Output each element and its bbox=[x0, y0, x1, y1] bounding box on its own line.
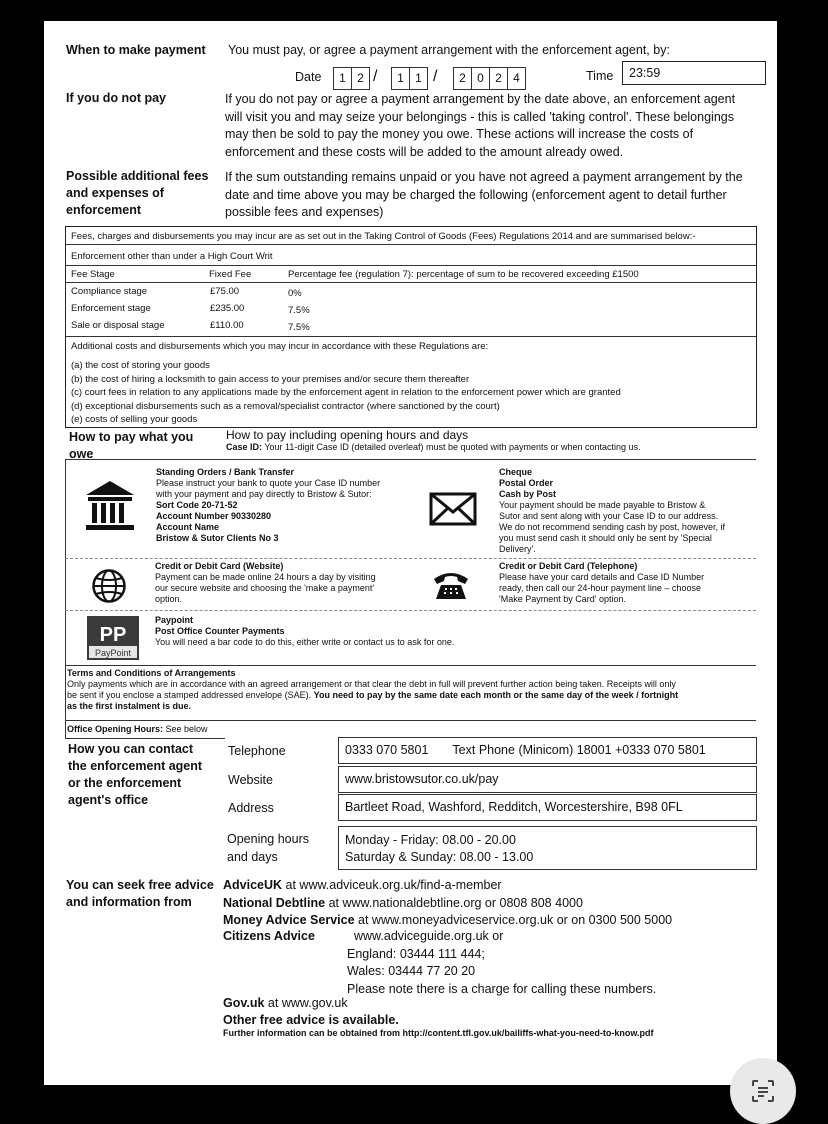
fee-row-fixed: £110.00 bbox=[210, 320, 244, 331]
date-digit: 0 bbox=[471, 67, 490, 90]
fee-row-fixed: £75.00 bbox=[210, 286, 240, 297]
website-label: Website bbox=[228, 773, 273, 787]
list-item: (c) court fees in relation to any applications made by the enforcement agent in relation to the enforcement power which are granted bbox=[71, 387, 621, 399]
scan-text-icon bbox=[751, 1079, 775, 1103]
office-hours-note: Office Opening Hours: See below bbox=[67, 724, 208, 734]
fee-row-stage: Compliance stage bbox=[71, 286, 148, 297]
divider bbox=[65, 459, 756, 460]
hours-label: Opening hours and days bbox=[227, 832, 310, 864]
other-advice: Other free advice is available. bbox=[223, 1013, 399, 1027]
address-field[interactable]: Bartleet Road, Washford, Redditch, Worcestershire, B98 0FL bbox=[338, 794, 757, 821]
date-digit: 2 bbox=[453, 67, 472, 90]
case-id-note: Case ID: Your 11-digit Case ID (detailed overleaf) must be quoted with payments or when contacting us. bbox=[226, 442, 641, 452]
list-item: (d) exceptional disbursements such as a removal/specialist contractor (where sanctioned by the court) bbox=[71, 400, 500, 412]
date-digit: 1 bbox=[409, 67, 428, 90]
divider bbox=[65, 459, 66, 739]
divider bbox=[65, 336, 756, 337]
divider bbox=[65, 738, 225, 739]
list-item: (e) costs of selling your goods bbox=[71, 414, 198, 426]
date-digit: 4 bbox=[507, 67, 526, 90]
advice-item: Money Advice Service at www.moneyadviceservice.org.uk or on 0300 500 5000 bbox=[223, 913, 673, 927]
fee-col-pct: Percentage fee (regulation 7): percentage of sum to be recovered exceeding £1500 bbox=[288, 269, 639, 280]
advice-item: AdviceUK at www.adviceuk.org.uk/find-a-member bbox=[223, 878, 502, 892]
fee-row-pct: 0% bbox=[288, 288, 302, 299]
card-website-block: Credit or Debit Card (Website) Payment can be made online 24 hours a day by visiting our secure website and choosing the 'make a payment' option. bbox=[155, 561, 376, 604]
scan-text-button[interactable] bbox=[730, 1058, 796, 1124]
paypoint-block: Paypoint Post Office Counter Payments You will need a bar code to do this, either write or contact us to ask for one. bbox=[155, 615, 455, 647]
date-digit: 2 bbox=[489, 67, 508, 90]
list-item: (a) the cost of storing your goods bbox=[71, 360, 210, 371]
date-digit: 2 bbox=[351, 67, 370, 90]
fees-table-intro: Fees, charges and disbursements you may incur are as set out in the Taking Control of Goods (Fees) Regulations 2014 and are summarised below:- bbox=[71, 231, 696, 242]
telephone-label: Telephone bbox=[228, 744, 286, 758]
fee-row-stage: Enforcement stage bbox=[71, 303, 151, 314]
address-label: Address bbox=[228, 801, 274, 815]
list-item: (b) the cost of hiring a locksmith to gain access to your premises and/or secure them thereafter bbox=[71, 373, 470, 385]
time-field[interactable]: 23:59 bbox=[622, 61, 766, 85]
svg-text:PayPoint: PayPoint bbox=[94, 648, 132, 658]
card-telephone-block: Credit or Debit Card (Telephone) Please have your card details and Case ID Number ready, then call our 24-hour payment line – choose 'Make Payment by Card' option. bbox=[499, 561, 705, 604]
globe-icon bbox=[91, 568, 127, 604]
fees-text: If the sum outstanding remains unpaid or you have not agreed a payment arrangement by the date and time above you may be charged the following (enforcement agent to detail further possible fees and expenses) bbox=[225, 170, 743, 219]
terms-block: Terms and Conditions of Arrangements Only payments which are in accordance with an agreed arrangement or that clear the debt in full will prevent further action being taken. Receipts will only be sent if you enclose a stamped addressed envelope (SAE). You need to pay by the same date each month or the same day of the week / fortnight as the first instalment is due. bbox=[67, 668, 679, 711]
time-label: Time bbox=[586, 69, 614, 83]
additional-intro: Additional costs and disbursements which you may incur in accordance with these Regulations are: bbox=[71, 341, 489, 352]
fees-heading: Possible additional fees and expenses of enforcement bbox=[66, 169, 209, 217]
not-pay-heading: If you do not pay bbox=[66, 91, 166, 105]
fee-row-stage: Sale or disposal stage bbox=[71, 320, 165, 331]
payment-heading: When to make payment bbox=[66, 43, 206, 57]
date-digit: 1 bbox=[391, 67, 410, 90]
payment-intro: You must pay, or agree a payment arrangement with the enforcement agent, by: bbox=[228, 43, 670, 57]
bank-icon bbox=[84, 479, 136, 531]
contact-heading: How you can contact the enforcement agent or the enforcement agent's office bbox=[68, 742, 203, 807]
paypoint-logo bbox=[87, 616, 139, 660]
website-field[interactable]: www.bristowsutor.co.uk/pay bbox=[338, 766, 757, 793]
cheque-block: Cheque Postal Order Cash by Post Your payment should be made payable to Bristow & Sutor and sent along with your Case ID to our address. We do not recommend sending cash by post, however, if you must send cash it should only be sent by 'Special Delivery'. bbox=[499, 467, 725, 554]
telephone-field[interactable]: 0333 070 5801 Text Phone (Minicom) 18001 +0333 070 5801 bbox=[338, 737, 757, 764]
how-to-pay-title: How to pay including opening hours and days bbox=[226, 428, 469, 442]
date-label: Date bbox=[295, 70, 322, 84]
writ-note: Enforcement other than under a High Court Writ bbox=[71, 251, 273, 262]
divider bbox=[65, 244, 756, 245]
divider bbox=[65, 720, 756, 721]
citizens-advice-details: www.adviceguide.org.uk or England: 03444 111 444; Wales: 03444 77 20 20 Please note there is a charge for calling these numbers. bbox=[347, 929, 657, 996]
document-page bbox=[44, 21, 777, 1085]
fee-row-fixed: £235.00 bbox=[210, 303, 245, 314]
date-digit: 1 bbox=[333, 67, 352, 90]
fee-row-pct: 7.5% bbox=[288, 322, 310, 333]
citizens-advice-name: Citizens Advice bbox=[223, 929, 315, 943]
gov-uk-item: Gov.uk at www.gov.uk bbox=[223, 996, 348, 1010]
divider bbox=[65, 665, 756, 666]
bank-transfer-block: Standing Orders / Bank Transfer Please instruct your bank to quote your Case ID number with your payment and pay directly to Bristow & Sutor: Sort Code 20-71-52 Account Number 90330280 Account Name Bristow & Sutor Clients No 3 bbox=[156, 467, 381, 543]
further-info: Further information can be obtained from http://content.tfl.gov.uk/bailiffs-what-you-need-to-know.pdf bbox=[223, 1028, 654, 1038]
hours-field[interactable]: Monday - Friday: 08.00 - 20.00 Saturday & Sunday: 08.00 - 13.00 bbox=[338, 826, 757, 870]
date-separator: / bbox=[373, 68, 378, 85]
divider bbox=[65, 265, 756, 266]
advice-item: National Debtline at www.nationaldebtline.org or 0808 808 4000 bbox=[223, 895, 583, 910]
envelope-icon bbox=[429, 492, 477, 526]
telephone-icon bbox=[432, 569, 470, 601]
svg-text:PP: PP bbox=[99, 624, 127, 646]
divider bbox=[65, 558, 756, 559]
additional-list bbox=[71, 359, 621, 427]
how-to-pay-heading: How to pay what you owe bbox=[69, 430, 194, 461]
fee-col-fixed: Fixed Fee bbox=[209, 269, 252, 280]
advice-heading: You can seek free advice and information from bbox=[66, 878, 214, 909]
not-pay-text: If you do not pay or agree a payment arrangement by the date above, an enforcement agent will visit you and may seize your belongings - this is called 'taking control'. These belongings may then be sold to pay the money you owe. These actions will increase the costs of enforcement and these costs will be added to the amount already owed. bbox=[225, 92, 736, 159]
advice-list bbox=[223, 877, 672, 930]
divider bbox=[65, 282, 756, 283]
date-separator: / bbox=[433, 68, 438, 85]
divider bbox=[65, 610, 756, 611]
fee-col-stage: Fee Stage bbox=[71, 269, 115, 280]
fee-row-pct: 7.5% bbox=[288, 305, 310, 316]
